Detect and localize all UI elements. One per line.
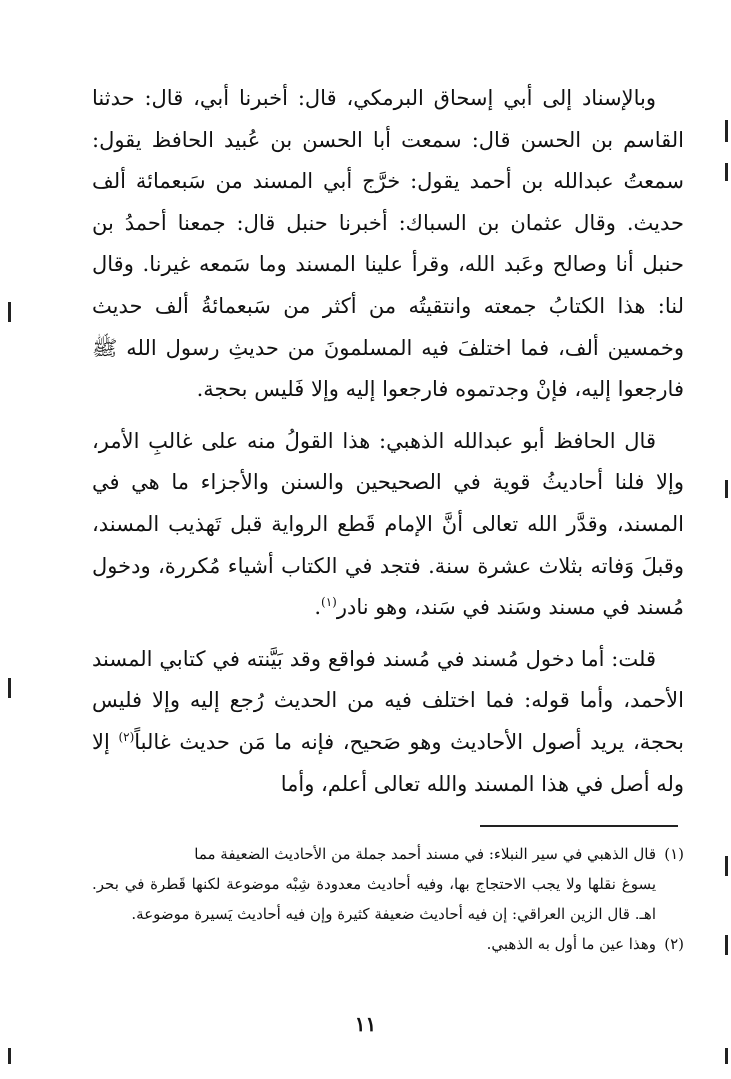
footnotes [92,839,684,959]
footnote-2 [92,929,684,959]
paragraph-1-text: وبالإسناد إلى أبي إسحاق البرمكي، قال: أخبرنا أبي، قال: حدثنا القاسم بن الحسن قال: سمعت أبا الحسن بن عُبيد الحافظ يقول: سمعتُ عبدالله بن أحمد يقول: خرَّج أبي المسند من سَبعمائة ألف حديث. وقال عثمان بن السباك: أخبرنا حنبل قال: جمعنا أحمدُ بن حنبل أنا وصالح وعَبد الله، وقرأ علينا المسند وما سَمعه غيرنا. وقال لنا: هذا الكتابُ جمعته وانتقيتُه من أكثر من سَبعمائةُ ألف حديث وخمسين ألف، فما اختلفَ فيه المسلمونَ من حديثِ رسول الله ﷺ فارجعوا إليه، فإنْ وجدتموه فارجعوا إليه وإلا فَليس بحجة. [92,86,684,402]
edge-mark [8,302,11,322]
edge-mark [8,1048,11,1064]
edge-mark [725,856,728,876]
footnote-2-number: (٢) [664,935,684,953]
edge-mark [725,120,728,142]
paragraph-3 [92,639,684,805]
footnote-ref-1[interactable]: (١) [321,595,337,610]
footnote-2-text: وهذا عين ما أول به الذهبي. [486,935,656,953]
paragraph-3-text: قلت: أما دخول مُسند في مُسند فواقع وقد بَيَّنته في كتابي المسند الأحمد، وأما قوله: فما اختلف فيه من الحديث رُجع إليه وإلا فليس بحجة، يريد أصول الأحاديث وهو صَحيح، فإنه ما مَن حديث غالباً [92,646,684,754]
edge-mark [725,480,728,498]
footnote-ref-2[interactable]: (٢) [118,729,135,744]
footnote-1 [92,839,684,929]
paragraph-2-text: قال الحافظ أبو عبدالله الذهبي: هذا القولُ منه على غالبِ الأمر، وإلا فلنا أحاديثُ قوية في الصحيحين والسنن والأجزاء ما هي في المسند، وقدَّر الله تعالى أنَّ الإمام قَطع الرواية قبل تَهذيب المسند، وقبلَ وَفاته بثلاث عشرة سنة. فتجد في الكتاب أشياء مُكررة، ودخول مُسند في مسند وسَند في سَند، وهو نادر [92,428,684,620]
paragraph-2-end: . [314,595,322,620]
edge-mark [725,935,728,955]
paragraph-2 [92,421,684,629]
paragraph-1 [92,78,684,411]
footnote-1-continuation: يسوغ نقلها ولا يجب الاحتجاج بها، وفيه أحاديث معدودة شِبْه موضوعة لكنها قَطرة في بحر. اهـ. قال الزين العراقي: إن فيه أحاديث ضعيفة كثيرة وإن فيه أحاديث يَسيرة موضوعة. [92,875,656,923]
edge-mark [725,1048,728,1064]
edge-mark [8,678,11,698]
footnote-1-number: (١) [664,845,684,863]
main-text [92,78,684,805]
paragraph-3-end: إلا وله أصل في هذا المسند والله تعالى أعلم، وأما [92,729,684,796]
page-number: ١١ [354,1012,377,1036]
edge-mark [725,163,728,181]
footnote-1-first-line: قال الذهبي في سير النبلاء: في مسند أحمد جملة من الأحاديث الضعيفة مما [194,845,656,863]
footnote-separator [480,825,678,827]
